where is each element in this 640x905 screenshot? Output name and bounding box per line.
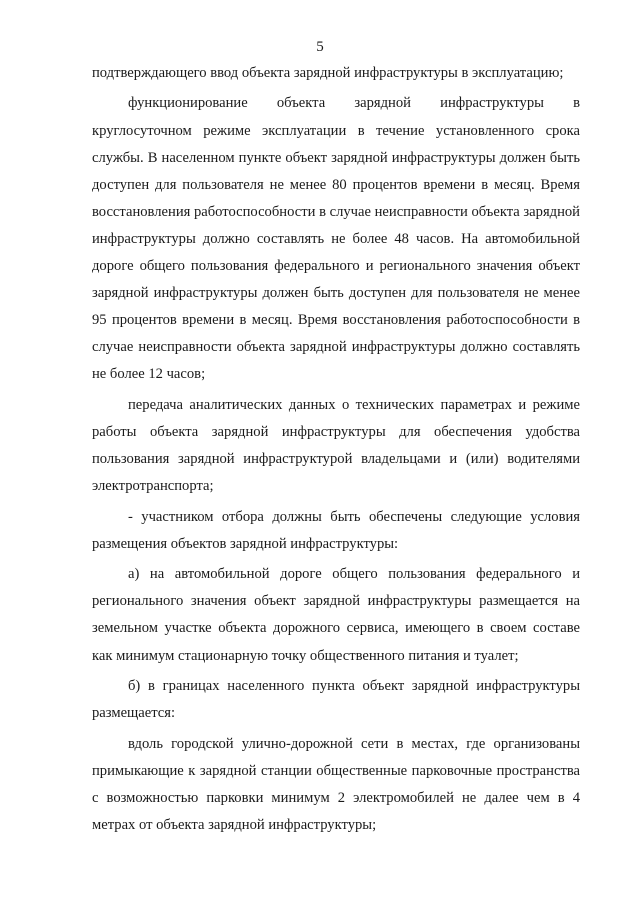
- paragraph-settlement-placement: б) в границах населенного пункта объект зарядной инфраструктуры размещается:: [92, 678, 580, 722]
- paragraph-placement-conditions: - участником отбора должны быть обеспечены следующие условия размещения объектов зарядной инфраструктуры:: [92, 508, 580, 552]
- document-body: [92, 60, 580, 839]
- page-number: 5: [316, 39, 324, 55]
- paragraph-round-the-clock-operation: функционирование объекта зарядной инфраструктуры в круглосуточном режиме эксплуатации в течение установленного срока службы. В населенном пункте объект зарядной инфраструктуры должен быть доступен для пользователя не менее 80 процентов времени в месяц. Время восстановления работоспособности в случае неисправности объекта зарядной инфраструктуры должно составлять не более 48 часов. На автомобильной дороге общего пользования федерального и регионального значения объект зарядной инфраструктуры должен быть доступен для пользователя не менее 95 процентов времени в месяц. Время восстановления работоспособности в случае неисправности объекта зарядной инфраструктуры должно составлять не более 12 часов;: [92, 95, 580, 383]
- paragraph-highway-placement: а) на автомобильной дороге общего пользования федерального и регионального значения объект зарядной инфраструктуры размещается на земельном участке объекта дорожного сервиса, имеющего в своем составе как минимум стационарную точку общественного питания и туалет;: [92, 566, 580, 664]
- paragraph-street-network-placement: вдоль городской улично-дорожной сети в местах, где организованы примыкающие к зарядной станции общественные парковочные пространства с возможностью парковки минимум 2 электромобилей не далее чем в 4 метрах от объекта зарядной инфраструктуры;: [92, 735, 580, 833]
- paragraph-analytics-transfer: передача аналитических данных о технических параметрах и режиме работы объекта зарядной инфраструктуры для обеспечения удобства пользования зарядной инфраструктурой владельцами и (или) водителями электротранспорта;: [92, 396, 580, 495]
- paragraph-commissioning-continuation: подтверждающего ввод объекта зарядной инфраструктуры в эксплуатацию;: [92, 65, 564, 81]
